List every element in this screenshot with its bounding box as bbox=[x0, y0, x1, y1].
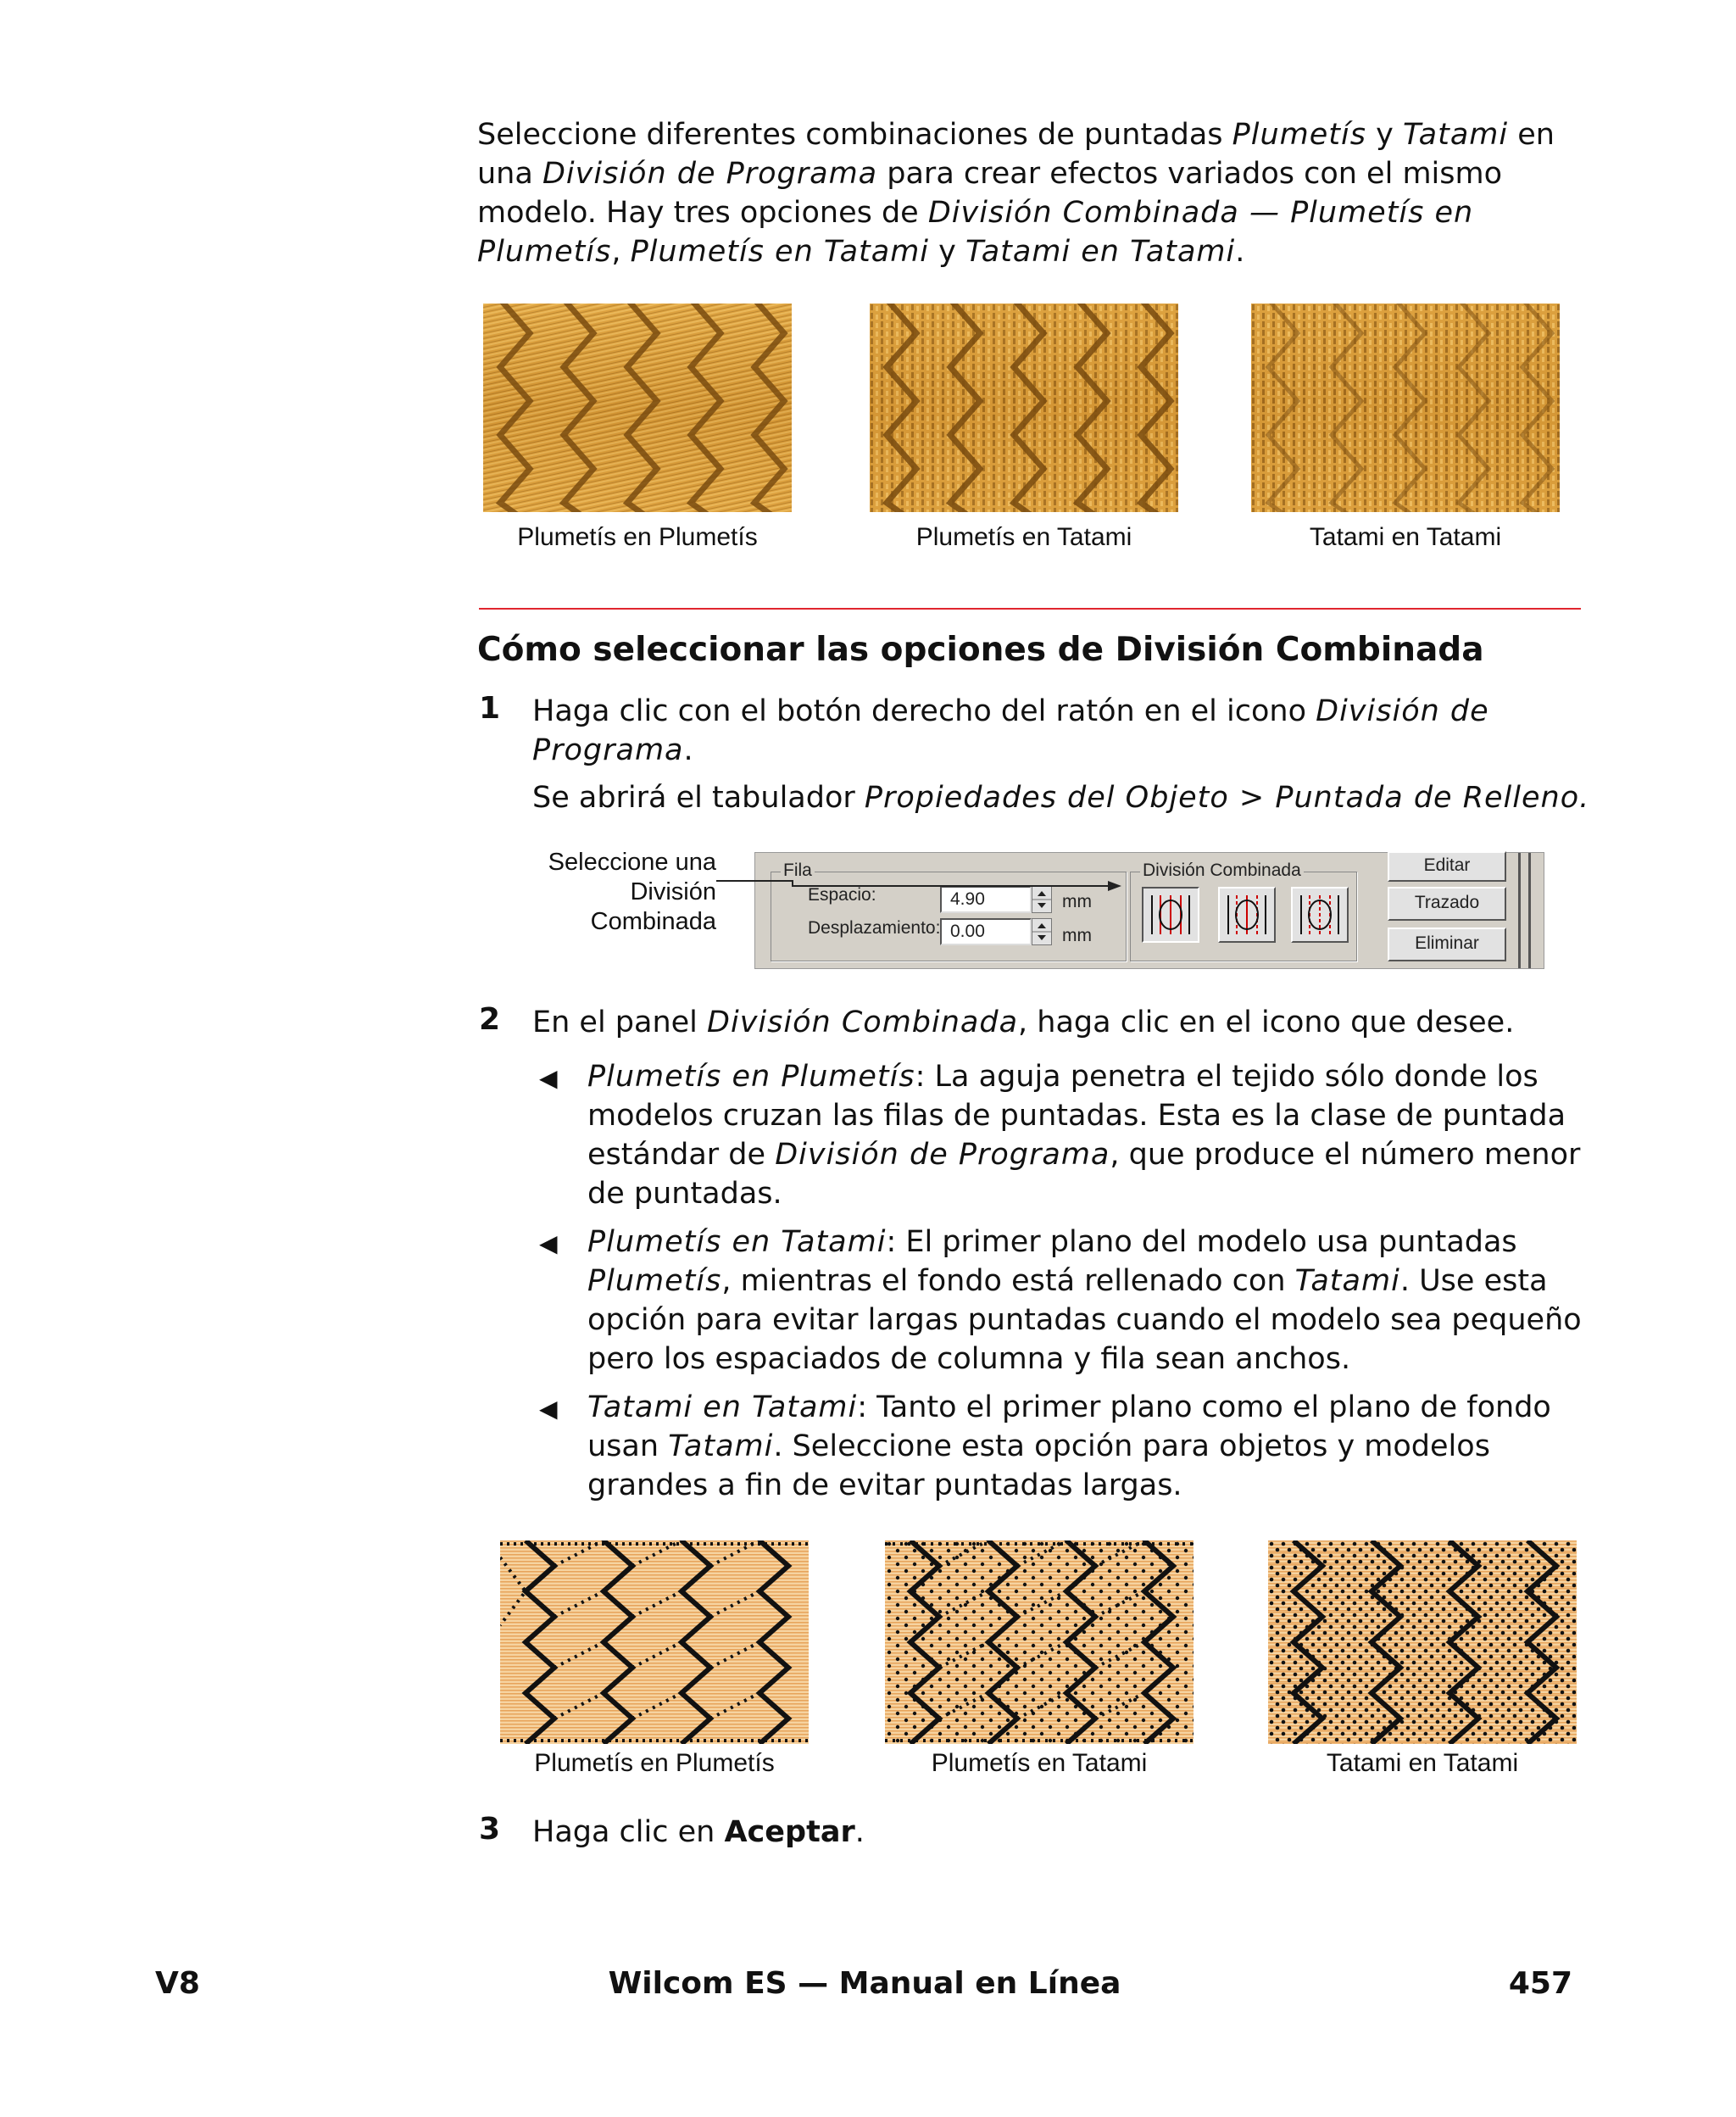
diagram-tatami-en-tatami bbox=[1268, 1540, 1577, 1744]
caption-top-2: Plumetís en Tatami bbox=[915, 523, 1132, 551]
intro-line-2 bbox=[477, 154, 1588, 193]
text-run: y bbox=[1366, 118, 1403, 152]
term: División Combinada bbox=[707, 1006, 1019, 1039]
text-run: , bbox=[611, 235, 631, 269]
desplazamiento-spinner[interactable] bbox=[1032, 918, 1052, 945]
spinner-arrows-icon bbox=[1032, 919, 1051, 944]
diagram-plumetis-en-plumetis bbox=[500, 1540, 809, 1744]
section-heading: Cómo seleccionar las opciones de División Combinada bbox=[477, 631, 1484, 669]
step-number-2: 2 bbox=[479, 1002, 501, 1037]
swatch-plumetis-en-tatami bbox=[870, 304, 1178, 512]
text-run: En el panel bbox=[532, 1006, 708, 1039]
text-run: estándar de bbox=[587, 1138, 776, 1172]
desplazamiento-unit: mm bbox=[1062, 926, 1092, 945]
espacio-label: Espacio: bbox=[808, 885, 876, 905]
term: Plumetís bbox=[587, 1264, 722, 1298]
text-run: una bbox=[477, 157, 542, 191]
step-1-line-3 bbox=[532, 778, 1592, 817]
espacio-unit: mm bbox=[1062, 892, 1092, 911]
footer-version: V8 bbox=[155, 1966, 200, 2001]
text-run: en bbox=[1508, 118, 1555, 152]
text-run: . Use esta bbox=[1399, 1264, 1548, 1298]
bullet-1-line-1 bbox=[587, 1057, 1588, 1096]
text-run: . bbox=[1235, 235, 1245, 269]
term: División de Programa bbox=[542, 157, 878, 191]
caption-bottom-2: Plumetís en Tatami bbox=[931, 1749, 1148, 1777]
panel-edge bbox=[1528, 853, 1531, 968]
desplazamiento-field[interactable]: 0.00 bbox=[940, 918, 1032, 945]
editar-button[interactable]: Editar bbox=[1388, 851, 1506, 882]
section-divider bbox=[479, 608, 1581, 610]
step-number-1: 1 bbox=[479, 691, 501, 726]
term: División Combinada — Plumetís en bbox=[927, 196, 1474, 230]
text-run: Haga clic con el botón derecho del ratón en el icono bbox=[532, 694, 1316, 728]
caption-top-3: Tatami en Tatami bbox=[1309, 523, 1502, 551]
term: División de Programa bbox=[775, 1138, 1110, 1172]
swatch-tatami-en-tatami bbox=[1251, 304, 1560, 512]
plumetis-en-tatami-icon bbox=[1220, 889, 1274, 941]
text-run: , mientras el fondo está rellenado con bbox=[721, 1264, 1295, 1298]
intro-paragraph bbox=[477, 115, 1588, 271]
text-run: modelo. Hay tres opciones de bbox=[477, 196, 928, 230]
text-run: Seleccione diferentes combinaciones de puntadas bbox=[477, 118, 1232, 152]
text-run: usan bbox=[587, 1429, 669, 1463]
text-run: , haga clic en el icono que desee. bbox=[1018, 1006, 1515, 1039]
term: Plumetís en Tatami bbox=[587, 1225, 887, 1259]
caption-bottom-1: Plumetís en Plumetís bbox=[534, 1749, 775, 1777]
diagram-plumetis-en-tatami bbox=[885, 1540, 1194, 1744]
term: Plumetís bbox=[477, 235, 612, 269]
bullet-3-line-1 bbox=[587, 1388, 1588, 1427]
text-run: y bbox=[929, 235, 965, 269]
callout-arrow bbox=[716, 869, 1123, 903]
bullet-2-line-2 bbox=[587, 1262, 1588, 1301]
footer-title: Wilcom ES — Manual en Línea bbox=[608, 1966, 1121, 2001]
bullet-2-line-3: opción para evitar largas puntadas cuando el modelo sea pequeño bbox=[587, 1303, 1582, 1337]
term: Tatami bbox=[1402, 118, 1509, 152]
step-3-text bbox=[532, 1813, 865, 1852]
step-2-text bbox=[532, 1003, 1592, 1042]
aceptar-term: Aceptar bbox=[724, 1815, 855, 1849]
plumetis-en-tatami-button[interactable] bbox=[1218, 887, 1276, 943]
intro-line-1 bbox=[477, 115, 1588, 154]
text-run: para crear efectos variados con el mismo bbox=[877, 157, 1503, 191]
bullet-arrow-icon: ◀ bbox=[539, 1395, 558, 1423]
bullet-1-line-4: de puntadas. bbox=[587, 1177, 782, 1211]
term: Tatami en Tatami bbox=[587, 1390, 858, 1424]
bullet-2-text bbox=[587, 1223, 1588, 1379]
trazado-button[interactable]: Trazado bbox=[1388, 887, 1506, 921]
text-run: Haga clic en bbox=[532, 1815, 725, 1849]
bullet-arrow-icon: ◀ bbox=[539, 1229, 558, 1257]
text-run: , que produce el número menor bbox=[1110, 1138, 1581, 1172]
term: Plumetís bbox=[1232, 118, 1366, 152]
tatami-en-tatami-icon bbox=[1293, 889, 1347, 941]
bullet-2-line-4: pero los espaciados de columna y fila sean anchos. bbox=[587, 1342, 1351, 1376]
text-run: : Tanto el primer plano como el plano de fondo bbox=[857, 1390, 1551, 1424]
bullet-1-line-3 bbox=[587, 1135, 1588, 1174]
division-combinada-label: División Combinada bbox=[1140, 861, 1304, 881]
callout-line-3: Combinada bbox=[590, 908, 716, 935]
desplazamiento-label: Desplazamiento: bbox=[808, 918, 941, 938]
step-1-line-1 bbox=[532, 692, 1592, 731]
term: Plumetís en Plumetís bbox=[587, 1060, 915, 1094]
text-run: . Seleccione esta opción para objetos y modelos bbox=[773, 1429, 1490, 1463]
fila-label: Fila bbox=[781, 861, 815, 881]
step-number-3: 3 bbox=[479, 1812, 501, 1847]
caption-top-1: Plumetís en Plumetís bbox=[517, 523, 758, 551]
eliminar-button[interactable]: Eliminar bbox=[1388, 928, 1506, 961]
bullet-3-line-3: grandes a fin de evitar puntadas largas. bbox=[587, 1468, 1182, 1502]
plumetis-en-plumetis-icon bbox=[1143, 889, 1198, 941]
callout-line-2: División bbox=[630, 878, 716, 905]
callout-label bbox=[509, 848, 716, 937]
bullet-3-line-2 bbox=[587, 1427, 1588, 1466]
bullet-1-text bbox=[587, 1057, 1588, 1213]
term: Tatami en Tatami bbox=[965, 235, 1236, 269]
bullet-1-line-2: modelos cruzan las filas de puntadas. Esta es la clase de puntada bbox=[587, 1099, 1566, 1133]
text-run: . bbox=[854, 1815, 865, 1849]
text-run: : La aguja penetra el tejido sólo donde los bbox=[915, 1060, 1538, 1094]
panel-edge bbox=[1518, 853, 1521, 968]
intro-line-3 bbox=[477, 193, 1588, 232]
tatami-en-tatami-button[interactable] bbox=[1291, 887, 1349, 943]
plumetis-en-plumetis-button[interactable] bbox=[1142, 887, 1199, 943]
espacio-field[interactable]: 4.90 bbox=[940, 886, 1032, 913]
intro-line-4 bbox=[477, 232, 1588, 271]
swatch-plumetis-en-plumetis bbox=[483, 304, 792, 512]
caption-bottom-3: Tatami en Tatami bbox=[1326, 1749, 1519, 1777]
term: Plumetís en Tatami bbox=[630, 235, 930, 269]
term: Tatami bbox=[1294, 1264, 1400, 1298]
term: Propiedades del Objeto > Puntada de Relleno. bbox=[864, 781, 1590, 815]
bullet-2-line-1 bbox=[587, 1223, 1588, 1262]
callout-line-1: Seleccione una bbox=[548, 849, 716, 876]
page-number: 457 bbox=[1508, 1966, 1572, 2001]
step-1-text bbox=[532, 692, 1592, 817]
text-run: Se abrirá el tabulador bbox=[532, 781, 865, 815]
bullet-arrow-icon: ◀ bbox=[539, 1064, 558, 1092]
term: Programa bbox=[532, 733, 684, 767]
term: Tatami bbox=[668, 1429, 774, 1463]
text-run: . bbox=[683, 733, 693, 767]
step-1-line-2 bbox=[532, 731, 1592, 770]
text-run: : El primer plano del modelo usa puntadas bbox=[886, 1225, 1517, 1259]
term: División de bbox=[1316, 694, 1489, 728]
bullet-3-text bbox=[587, 1388, 1588, 1505]
